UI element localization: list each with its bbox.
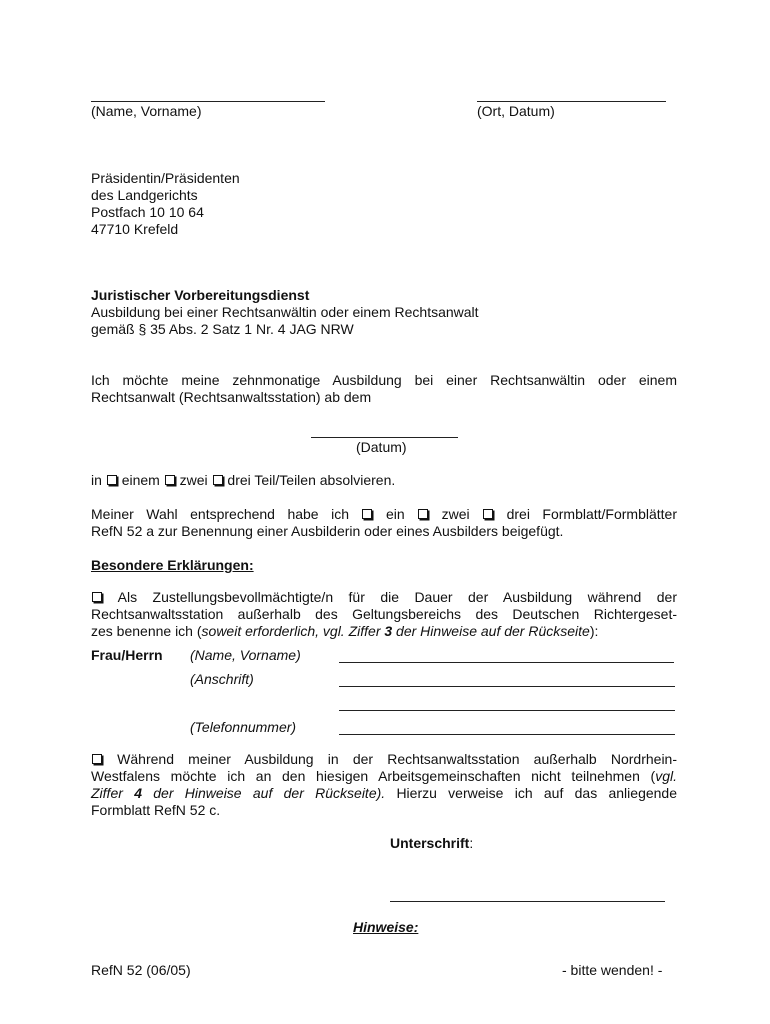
- p2-ref-text: der Hinweise auf der Rückseite).: [141, 785, 386, 801]
- parts-option-label: zwei: [179, 472, 208, 488]
- start-date-line[interactable]: [311, 437, 458, 438]
- choice-option-label: zwei: [441, 506, 470, 522]
- p2-ref-number: 4: [134, 785, 142, 801]
- name-field-line[interactable]: [339, 662, 674, 663]
- signature-colon: :: [469, 835, 474, 851]
- intro-line-1: Ich möchte meine zehnmonatige Ausbildung bei einer Rechtsanwältin oder einem: [91, 372, 677, 388]
- turn-over-note: - bitte wenden! -: [562, 962, 663, 978]
- phone-field-label: (Telefonnummer): [190, 719, 297, 735]
- p1-text: zes benenne ich (: [91, 623, 202, 639]
- place-date-caption: (Ort, Datum): [477, 103, 555, 119]
- subject-block: [91, 287, 479, 338]
- p1-ref-text: soweit erforderlich, vgl. Ziffer: [201, 623, 385, 639]
- parts-prefix: in: [91, 472, 102, 488]
- signature-line[interactable]: [390, 901, 665, 902]
- signature-label-text: Unterschrift: [390, 835, 470, 851]
- address-field-line-1[interactable]: [339, 686, 675, 687]
- recipient-label: Frau/Herrn: [91, 647, 163, 663]
- choice-option-label: drei Formblatt/Formblätter: [506, 506, 678, 522]
- choice-line-2: RefN 52 a zur Benennung einer Ausbilderin oder eines Ausbilders beigefügt.: [91, 523, 564, 539]
- checkbox-zwei[interactable]: [165, 475, 175, 485]
- checkbox-ein[interactable]: [362, 509, 372, 519]
- address-line: Postfach 10 10 64: [91, 204, 204, 220]
- name-line[interactable]: [91, 101, 325, 102]
- address-line: 47710 Krefeld: [91, 221, 179, 237]
- special-p1-text: Als Zustellungsbevollmächtigte/n für die Dauer der Ausbildung während der: [117, 589, 677, 605]
- special-p1-line-1: [91, 589, 677, 606]
- address-line: des Landgerichts: [91, 187, 198, 203]
- address-line: Präsidentin/Präsidenten: [91, 170, 240, 186]
- choice-option-label: ein: [385, 506, 405, 522]
- name-caption: (Name, Vorname): [91, 103, 202, 119]
- parts-options: [91, 472, 395, 488]
- p2-ref-text: vgl.: [655, 768, 677, 784]
- special-p2-line-4: Formblatt RefN 52 c.: [91, 802, 221, 818]
- phone-field-line[interactable]: [339, 734, 675, 735]
- checkbox-zustellungsbevollmaechtigte[interactable]: [92, 592, 102, 602]
- intro-line-2: Rechtsanwalt (Rechtsanwaltsstation) ab dem: [91, 389, 372, 405]
- p2-text: Hierzu verweise ich auf das anliegende: [385, 785, 677, 801]
- notes-heading: Hinweise:: [353, 919, 419, 935]
- p2-text: Westfalens möchte ich an den hiesigen Arbeitsgemeinschaften nicht teilnehmen (: [91, 768, 656, 784]
- recipient-address: [91, 170, 240, 238]
- special-heading: Besondere Erklärungen:: [91, 557, 254, 573]
- start-date-caption: (Datum): [356, 439, 407, 455]
- place-date-line[interactable]: [477, 101, 666, 102]
- choice-prefix: Meiner Wahl entsprechend habe ich: [91, 506, 349, 522]
- p2-ref-text: Ziffer: [91, 785, 135, 801]
- special-p2-text: Während meiner Ausbildung in der Rechtsanwaltsstation außerhalb Nordrhein-: [117, 751, 678, 767]
- parts-option-label: drei Teil/Teilen absolvieren.: [227, 472, 396, 488]
- subject-line: gemäß § 35 Abs. 2 Satz 1 Nr. 4 JAG NRW: [91, 321, 354, 337]
- special-p2-line-1: [91, 751, 677, 768]
- checkbox-zwei-formblatt[interactable]: [418, 509, 428, 519]
- parts-option-label: einem: [121, 472, 160, 488]
- signature-label: [390, 835, 473, 851]
- choice-line-1: [91, 506, 677, 523]
- special-p2-line-2: [91, 768, 677, 785]
- checkbox-arbeitsgemeinschaften[interactable]: [92, 754, 102, 764]
- form-reference: RefN 52 (06/05): [91, 962, 191, 978]
- checkbox-drei[interactable]: [213, 475, 223, 485]
- checkbox-einem[interactable]: [107, 475, 117, 485]
- checkbox-drei-formblatt[interactable]: [483, 509, 493, 519]
- p1-ref-text: der Hinweise auf der Rückseite: [392, 623, 590, 639]
- p1-ref-number: 3: [384, 623, 393, 639]
- address-field-label: (Anschrift): [190, 671, 254, 687]
- special-p2-line-3: [91, 785, 677, 802]
- subject-title: Juristischer Vorbereitungsdienst: [91, 287, 310, 303]
- address-field-line-2[interactable]: [339, 710, 675, 711]
- subject-line: Ausbildung bei einer Rechtsanwältin oder einem Rechtsanwalt: [91, 304, 479, 320]
- name-field-label: (Name, Vorname): [190, 647, 301, 663]
- special-p1-line-3: [91, 623, 598, 640]
- p1-text: ):: [589, 623, 599, 639]
- special-p1-line-2: Rechtsanwaltsstation außerhalb des Geltungsbereichs des Deutschen Richtergeset-: [91, 606, 677, 622]
